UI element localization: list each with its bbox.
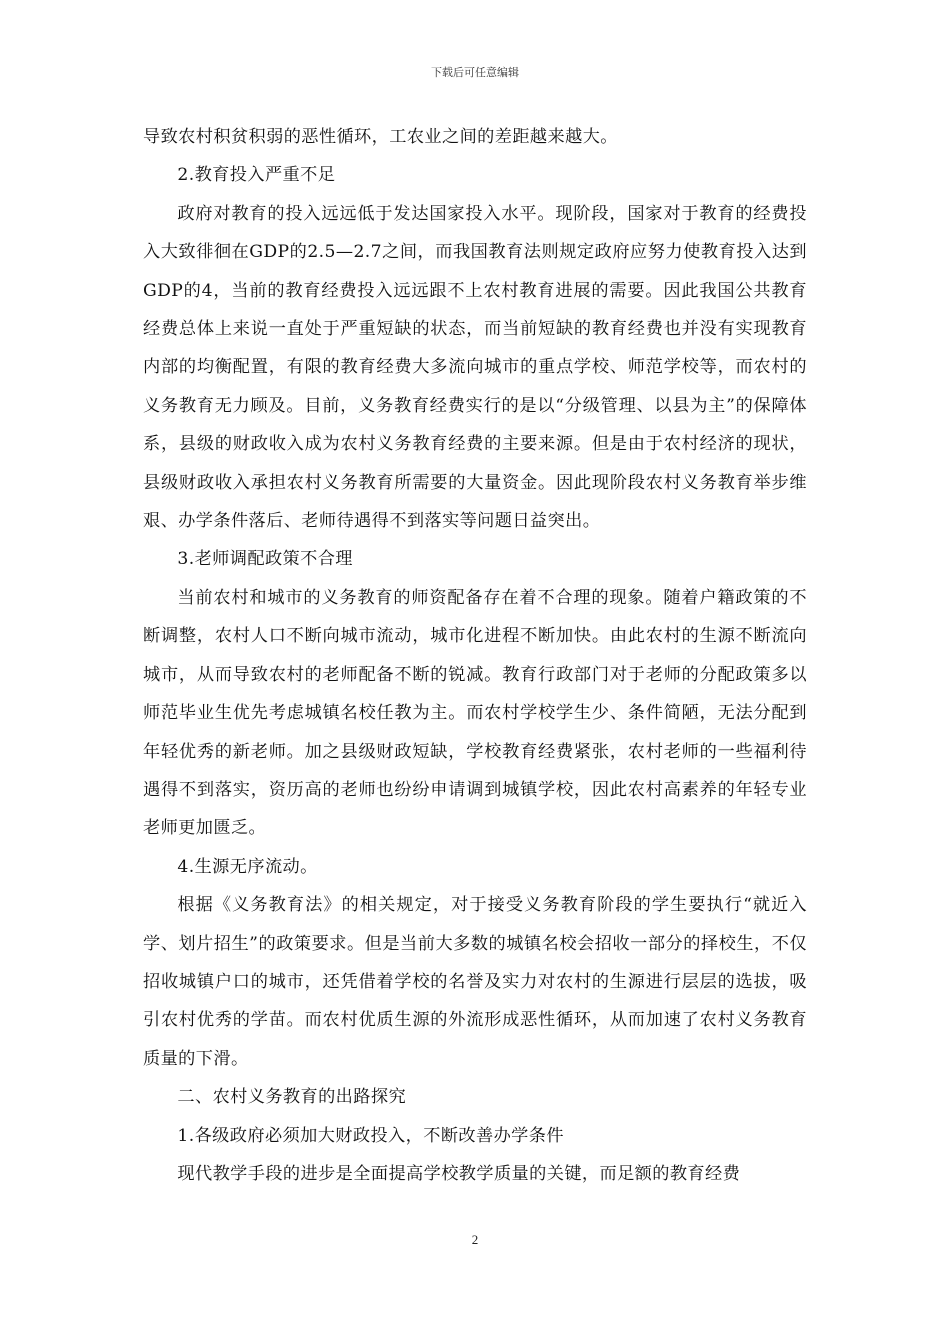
section-heading: 4.生源无序流动。	[177, 856, 318, 877]
paragraph: 当前农村和城市的义务教育的师资配备存在着不合理的现象。随着户籍政策的不断调整，农村人口不断向城市流动，城市化进程不断加快。由此农村的生源不断流向城市，从而导致农村的老师配备不断的锐减。教育行政部门对于老师的分配政策多以师范毕业生优先考虑城镇名校任教为主。而农村学校学生少、条件简陋，无法分配到年轻优秀的新老师。加之县级财政短缺，学校教育经费紧张，农村老师的一些福利待遇得不到落实，资历高的老师也纷纷申请调到城镇学校，因此农村高素养的年轻专业老师更加匮乏。	[143, 587, 807, 839]
section-heading: 1.各级政府必须加大财政投入，不断改善办学条件	[177, 1125, 564, 1146]
page-header: 下载后可任意编辑	[431, 66, 519, 79]
chapter-heading: 二、农村义务教育的出路探究	[177, 1087, 407, 1108]
section-heading: 3.老师调配政策不合理	[177, 549, 353, 570]
section-heading: 2.教育投入严重不足	[177, 165, 336, 186]
paragraph: 根据《义务教育法》的相关规定，对于接受义务教育阶段的学生要执行“就近入学、划片招生”的政策要求。但是当前大多数的城镇名校会招收一部分的择校生，不仅招收城镇户口的城市，还凭借着学校的名誉及实力对农村的生源进行层层的选拔，吸引农村优秀的学苗。而农村优质生源的外流形成恶性循环，从而加速了农村义务教育质量的下滑。	[143, 895, 807, 1069]
document-body	[143, 118, 807, 1193]
paragraph-continuation: 导致农村积贫积弱的恶性循环，工农业之间的差距越来越大。	[143, 127, 618, 147]
page-number: 2	[471, 1232, 479, 1247]
paragraph: 政府对教育的投入远远低于发达国家投入水平。现阶段，国家对于教育的经费投入大致徘徊在GDP的2.5—2.7之间，而我国教育法则规定政府应努力使教育投入达到GDP的4，当前的教育经费投入远远跟不上农村教育进展的需要。因此我国公共教育经费总体上来说一直处于严重短缺的状态，而当前短缺的教育经费也并没有实现教育内部的均衡配置，有限的教育经费大多流向城市的重点学校、师范学校等，而农村的义务教育无力顾及。目前，义务教育经费实行的是以“分级管理、以县为主”的保障体系，县级的财政收入成为农村义务教育经费的主要来源。但是由于农村经济的现状，县级财政收入承担农村义务教育所需要的大量资金。因此现阶段农村义务教育举步维艰、办学条件落后、老师待遇得不到落实等问题日益突出。	[143, 203, 807, 532]
paragraph: 现代教学手段的进步是全面提高学校教学质量的关键，而足额的教育经费	[177, 1163, 741, 1184]
